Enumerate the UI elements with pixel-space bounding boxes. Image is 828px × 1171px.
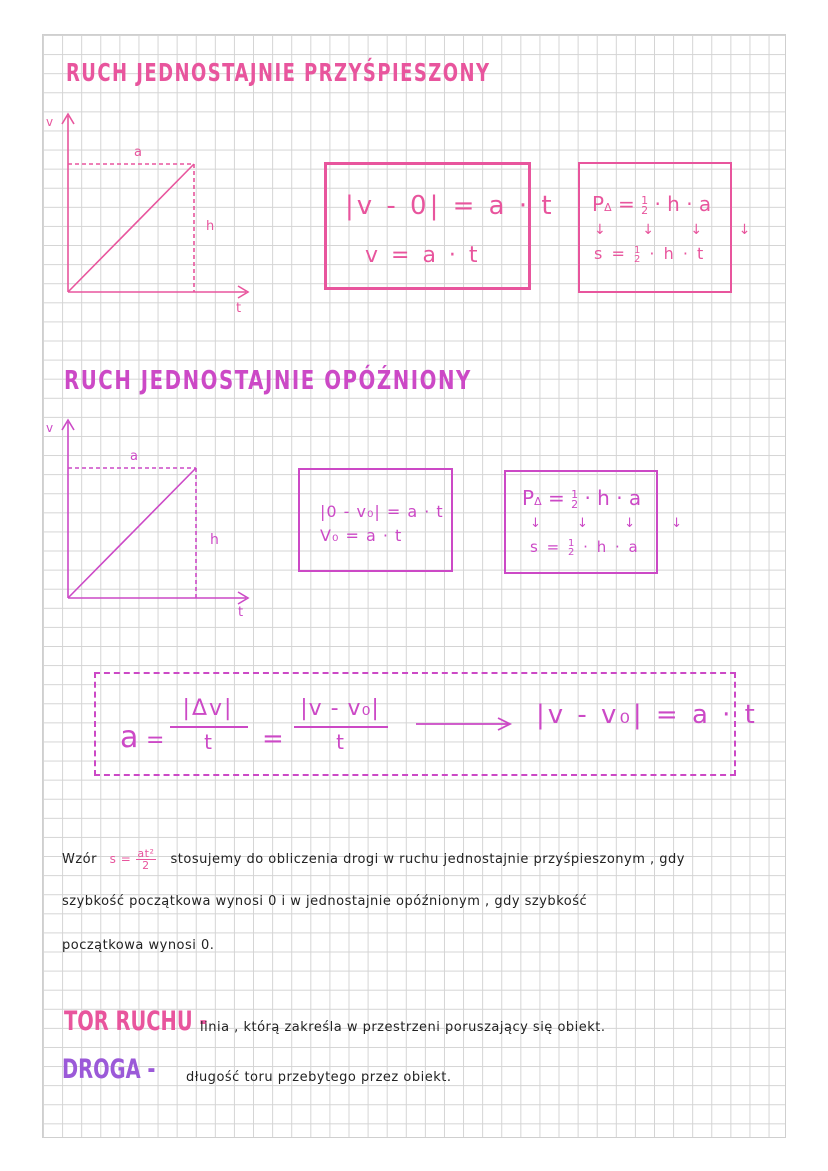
arrow-icon: ↓ (624, 516, 651, 531)
arrow-icon: ↓ (738, 222, 767, 238)
section2-formula-box (298, 468, 453, 572)
tor-ruchu-text: linia , którą zakreśla w przestrzeni poruszający się obiekt. (200, 1020, 606, 1035)
area-dot1: · (654, 192, 661, 216)
area-h2: h (663, 244, 676, 263)
area-a2: a (628, 538, 640, 556)
area-p: P (522, 486, 535, 510)
section2-title: RUCH JEDNOSTAJNIE OPÓŹNIONY (64, 366, 472, 396)
section1-formula-box (324, 162, 555, 290)
area-p: P (592, 192, 605, 216)
formula-line2: v = a · t (365, 243, 481, 268)
note-formula-den: 2 (136, 859, 156, 871)
main-den2: t (336, 730, 344, 754)
note-formula-s: s = (109, 852, 132, 866)
area-dot4: · (614, 538, 622, 556)
side-a-label: a (134, 145, 142, 160)
section2-graph (40, 414, 260, 620)
area-half-num: 1 (641, 193, 649, 207)
note-end: stosujemy do obliczenia drogi w ruchu jednostajnie przyśpieszonym , gdy (170, 852, 685, 867)
main-den1: t (204, 730, 212, 754)
area-s: s (594, 244, 605, 263)
arrow-icon: ↓ (530, 516, 557, 531)
arrow-icon: ↓ (642, 222, 670, 238)
area-eq: = (547, 486, 565, 510)
droga-text: długość toru przebytego przez obiekt. (186, 1070, 452, 1085)
area-a: a (698, 192, 712, 216)
area-h: h (597, 486, 610, 510)
area-dot4: · (682, 244, 690, 263)
area-s: s (530, 538, 540, 556)
side-h-label: h (210, 532, 219, 548)
section1-title: RUCH JEDNOSTAJNIE PRZYŚPIESZONY (66, 58, 491, 87)
formula-line1: |v - 0| = a · t (345, 191, 555, 221)
section1-area-box (578, 162, 767, 293)
note-line3: początkowa wynosi 0. (62, 938, 215, 953)
axis-t-label: t (236, 301, 242, 316)
area-p-sub: Δ (604, 201, 612, 214)
area-dot1: · (584, 486, 591, 510)
axis-t-label: t (238, 605, 244, 620)
axis-v-label: v (46, 115, 54, 129)
main-eq1: = (146, 728, 165, 753)
arrow-icon: ↓ (594, 222, 622, 238)
main-a: a (120, 720, 139, 755)
arrow-icon: ↓ (690, 222, 719, 238)
area-half-den: 2 (641, 203, 649, 217)
formula-line1: |0 - v₀| = a · t (320, 502, 444, 521)
area-h2: h (596, 538, 609, 556)
main-num2: |v - v₀| (300, 696, 380, 721)
side-h-label: h (206, 219, 215, 234)
area-eq: = (617, 192, 635, 216)
area-half-num2: 1 (567, 537, 577, 549)
axis-v-label: v (46, 421, 54, 435)
note-start: Wzór (62, 852, 97, 867)
area-dot3: · (583, 538, 590, 556)
arrow-icon: ↓ (577, 516, 604, 531)
area-h: h (667, 192, 680, 216)
fraction-bar (294, 726, 388, 728)
section2-area-box (504, 470, 699, 574)
formula-line2: V₀ = a · t (320, 526, 403, 545)
section1-graph (40, 108, 260, 316)
long-arrow-icon (414, 714, 514, 734)
area-t: t (697, 244, 706, 263)
main-result: |v - v₀| = a · t (536, 700, 758, 730)
main-formula-box (94, 672, 758, 776)
main-eq2: = (262, 724, 284, 754)
area-half-den2: 2 (633, 253, 643, 265)
note-line2: szybkość początkowa wynosi 0 i w jednostajnie opóźnionym , gdy szybkość (62, 894, 588, 909)
fraction-bar (170, 726, 248, 728)
side-a-label: a (130, 449, 138, 464)
arrow-icon: ↓ (671, 516, 699, 531)
area-a: a (628, 486, 642, 510)
tor-ruchu-title: TOR RUCHU - (64, 1006, 208, 1037)
note-formula-num: at² (137, 847, 155, 860)
area-half-den2: 2 (567, 546, 577, 558)
droga-title: DROGA - (62, 1054, 156, 1085)
area-dot2: · (616, 486, 623, 510)
area-dot3: · (649, 244, 657, 263)
area-eq2: = (611, 244, 627, 263)
area-dot2: · (686, 192, 693, 216)
note-line1 (62, 848, 685, 871)
area-half-den: 2 (571, 497, 579, 511)
area-p-sub: Δ (534, 495, 542, 508)
main-num1: |Δv| (182, 696, 234, 721)
area-half-num2: 1 (633, 244, 643, 256)
area-half-num: 1 (571, 487, 579, 501)
area-eq2: = (546, 538, 562, 556)
